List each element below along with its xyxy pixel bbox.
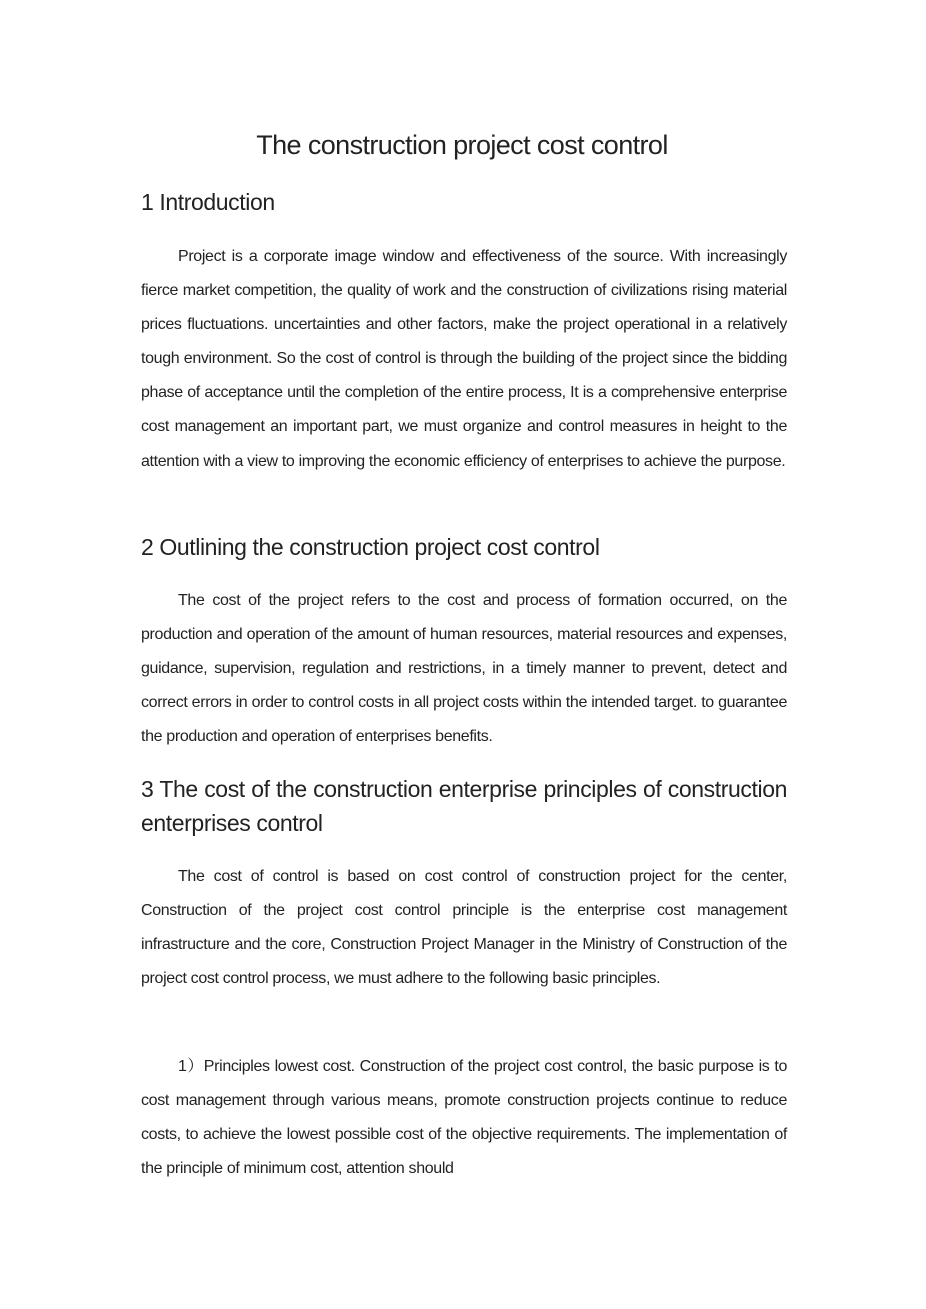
paragraph-outline: The cost of the project refers to the cost and process of formation occurred, on the production and operation of the amount of human resources, material resources and expenses, guidance, supervision, regulation and restrictions, in a timely manner to prevent, detect and correct errors in order to control costs in all project costs within the intended target. to guarantee the production and operation of enterprises benefits. [141, 592, 787, 746]
section-heading-outline: 2 Outlining the construction project cost control [141, 534, 600, 560]
document-title: The construction project cost control [256, 130, 668, 160]
paragraph-introduction: Project is a corporate image window and effectiveness of the source. With increasingly fierce market competition, the quality of work and the construction of civilizations rising material prices fluctuations. uncertainties and other factors, make the project operational in a relatively tough environment. So the cost of control is through the building of the project since the bidding phase of acceptance until the completion of the entire process, It is a comprehensive enterprise cost management an important part, we must organize and control measures in height to the attention with a view to improving the economic efficiency of enterprises to achieve the purpose. [141, 248, 787, 470]
paragraph-principle-lowest-cost: 1）Principles lowest cost. Construction of the project cost control, the basic purpose is to cost management through various means, promote construction projects continue to reduce costs, to achieve the lowest possible cost of the objective requirements. The implementation of the principle of minimum cost, attention should [141, 1058, 787, 1178]
paragraph-principles-intro: The cost of control is based on cost control of construction project for the center, Construction of the project cost control principle is the enterprise cost management infrastructure and the core, Construction Project Manager in the Ministry of Construction of the project cost control process, we must adhere to the following basic principles. [141, 868, 787, 988]
section-heading-introduction: 1 Introduction [141, 189, 275, 215]
section-heading-principles: 3 The cost of the construction enterprise principles of construction enterprises control [141, 776, 787, 836]
